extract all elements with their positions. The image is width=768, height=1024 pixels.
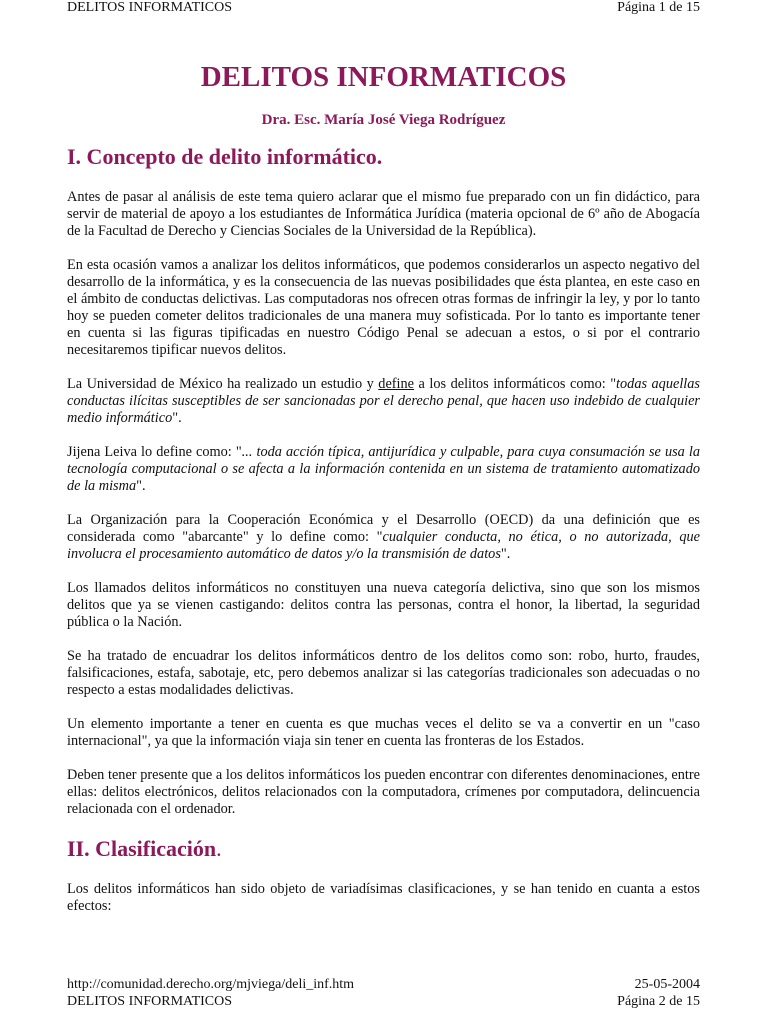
text-fragment: Jijena Leiva lo define como: " <box>67 444 242 460</box>
text-fragment: La Universidad de México ha realizado un estudio y <box>67 376 379 392</box>
text-fragment: La Organización para la Cooperación Económica y el Desarrollo (OECD) da una definición que es considerada como "abarcante" y lo define como: " <box>67 512 700 545</box>
text-fragment: ". <box>172 410 182 426</box>
next-page-header <box>67 994 700 1010</box>
paragraph-jijena-definition <box>67 444 700 495</box>
paragraph-intro: Antes de pasar al análisis de este tema quiero aclarar que el mismo fue preparado con un fin didáctico, para servir de material de apoyo a los estudiantes de Informática Jurídica (materia opcional de 6º año de Abogacía de la Facultad de Derecho y Ciencias Sociales de la Universidad de la República). <box>67 189 700 239</box>
paragraph-denominaciones: Deben tener presente que a los delitos informáticos los pueden encontrar con diferentes denominaciones, entre ellas: delitos electrónicos, delitos relacionados con la computadora, crímenes por computadora, delincuencia relacionada con el ordenador. <box>67 767 700 817</box>
text-fragment: ". <box>500 546 511 562</box>
paragraph-clasificaciones: Los delitos informáticos han sido objeto de variadísimas clasificaciones, y se han tenido en cuanta a estos efectos: <box>67 881 700 914</box>
quote-text: todas aquellas conductas ilícitas susceptibles de ser sancionadas por el derecho penal, que hacen uso indebido de cualquier medio informático <box>67 376 700 426</box>
next-header-page-number: Página 2 de 15 <box>617 994 700 1009</box>
paragraph-oecd-definition <box>67 512 700 563</box>
next-header-title: DELITOS INFORMATICOS <box>67 994 233 1009</box>
document-body <box>67 60 700 915</box>
text-fragment: ". <box>136 478 146 494</box>
paragraph-unam-definition <box>67 376 700 427</box>
define-link[interactable]: define <box>378 376 415 392</box>
footer-url: http://comunidad.derecho.org/mjviega/deli_inf.htm <box>67 977 355 992</box>
section-heading-text: II. Clasificación <box>67 836 217 861</box>
header-page-number: Página 1 de 15 <box>617 0 700 15</box>
quote-text: cualquier conducta, no ética, o no autorizada, que involucra el procesamiento automático de datos y/o la transmisión de datos <box>67 529 700 562</box>
page-header <box>67 0 700 16</box>
paragraph-internacional: Un elemento importante a tener en cuenta es que muchas veces el delito se va a convertir en un "caso internacional", ya que la información viaja sin tener en cuenta las fronteras de los Estados. <box>67 716 700 749</box>
quote-text: ... toda acción típica, antijurídica y culpable, para cuya consumación se usa la tecnología computacional o se afecta a la información contenida en un sistema de tratamiento automatizado de la misma <box>67 444 701 494</box>
document-title: DELITOS INFORMATICOS <box>200 61 567 93</box>
section-heading-clasificacion <box>67 835 700 863</box>
text-fragment: a los delitos informáticos como: " <box>414 376 617 392</box>
page-footer <box>67 977 700 993</box>
paragraph-categoria: Los llamados delitos informáticos no constituyen una nueva categoría delictiva, sino que son los mismos delitos que ya se vienen castigando: delitos contra las personas, contra el honor, la libertad, la seguridad pública o la Nación. <box>67 580 700 630</box>
section-heading-concepto: I. Concepto de delito informático. <box>67 144 383 169</box>
footer-date: 25-05-2004 <box>634 977 700 992</box>
paragraph-encuadrar: Se ha tratado de encuadrar los delitos informáticos dentro de los delitos como son: robo, hurto, fraudes, falsificaciones, estafa, sabotaje, etc, pero debemos analizar si las categorías tradicionales son adecuadas o no respecto a estas modalidades delictivas. <box>67 648 700 698</box>
paragraph-analisis: En esta ocasión vamos a analizar los delitos informáticos, que podemos considerarlos un aspecto negativo del desarrollo de la informática, y es la consecuencia de las nuevas posibilidades que ésta plantea, en este caso en el ámbito de conductas delictivas. Las computadoras nos ofrecen otras formas de infringir la ley, y por lo tanto hoy se pueden cometer delitos tradicionales de una manera muy sofisticada. Por lo tanto es importante tener en cuenta si las figuras tipificadas en nuestro Código Penal se adecuan a estos, o si por el contrario necesitaremos tipificar nuevos delitos. <box>67 257 700 358</box>
header-title: DELITOS INFORMATICOS <box>67 0 233 15</box>
section-heading-dot: . <box>216 836 222 861</box>
author-name: Dra. Esc. María José Viega Rodríguez <box>261 112 506 128</box>
